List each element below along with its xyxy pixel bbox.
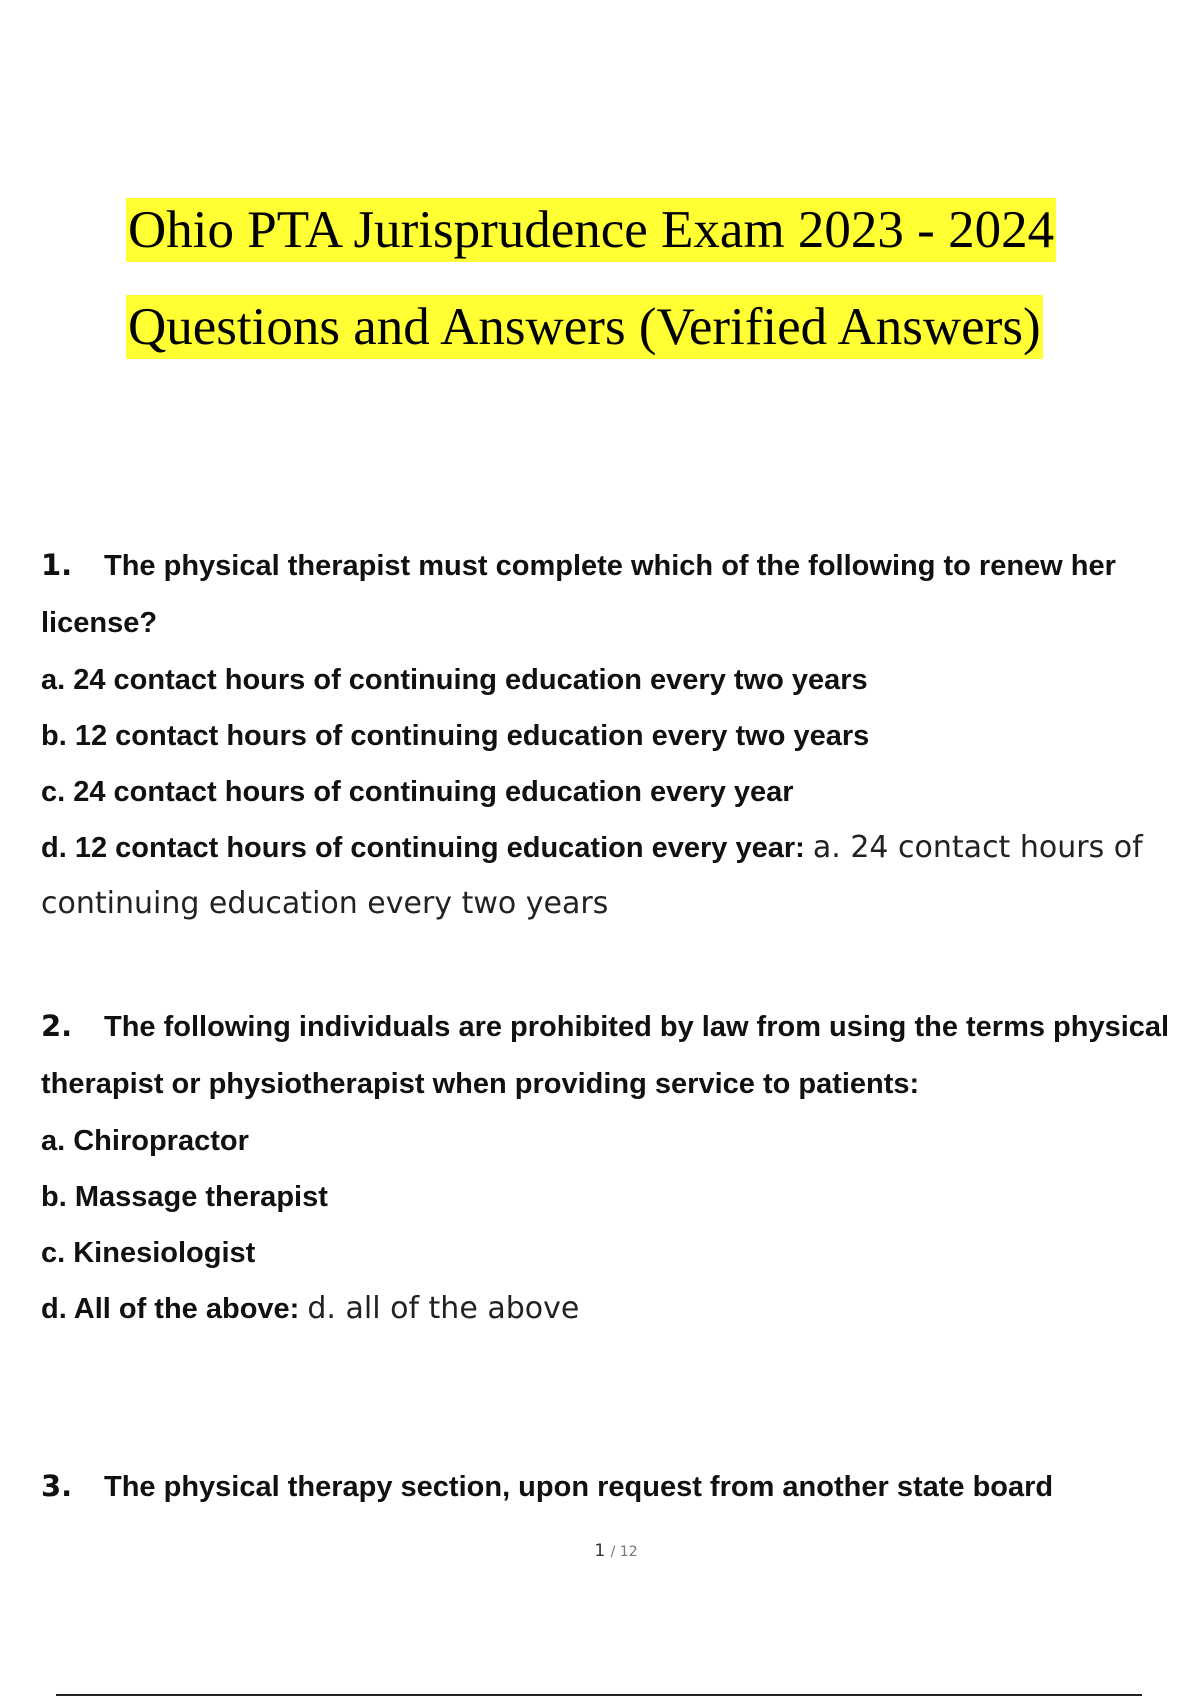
question-2	[41, 998, 1171, 1337]
question-2-option-d	[41, 1281, 1171, 1337]
question-2-text: The following individuals are prohibited by law from using the terms physical therapist or physiotherapist when providing service to patients:	[41, 1011, 1170, 1100]
question-1-option-d-text: d. 12 contact hours of continuing education every year:	[41, 832, 805, 864]
question-1-answer: a. 24 contact hours of continuing education every two years	[41, 830, 1143, 921]
question-2-number: 2.	[41, 1009, 73, 1043]
question-3-text: The physical therapy section, upon request from another state board	[104, 1471, 1054, 1503]
title-line-1: Ohio PTA Jurisprudence Exam 2023 - 2024	[126, 198, 1056, 262]
question-2-option-b: b. Massage therapist	[41, 1181, 328, 1213]
question-2-stem	[41, 998, 1171, 1113]
question-1-option-a: a. 24 contact hours of continuing education every two years	[41, 664, 868, 696]
question-2-option-a: a. Chiropractor	[41, 1125, 249, 1157]
question-1-text: The physical therapist must complete which of the following to renew her license?	[41, 550, 1116, 639]
page-total: / 12	[610, 1544, 638, 1560]
page-current: 1	[594, 1541, 606, 1561]
question-3-number: 3.	[41, 1469, 73, 1503]
question-1-option-b: b. 12 contact hours of continuing education every two years	[41, 720, 870, 752]
question-1-stem	[41, 537, 1171, 652]
document-title	[126, 198, 1126, 359]
page-bottom-divider	[56, 1694, 1142, 1696]
title-line-2: Questions and Answers (Verified Answers)	[126, 295, 1043, 359]
question-3-stem	[41, 1458, 1171, 1516]
question-2-answer: d. all of the above	[307, 1291, 580, 1326]
question-2-option-c: c. Kinesiologist	[41, 1237, 256, 1269]
question-2-option-d-text: d. All of the above:	[41, 1293, 300, 1325]
page-indicator	[0, 1541, 1200, 1561]
question-1-option-d	[41, 820, 1171, 932]
question-1-number: 1.	[41, 548, 73, 582]
question-1-option-c: c. 24 contact hours of continuing education every year	[41, 776, 794, 808]
question-1	[41, 537, 1171, 932]
question-3	[41, 1458, 1171, 1516]
